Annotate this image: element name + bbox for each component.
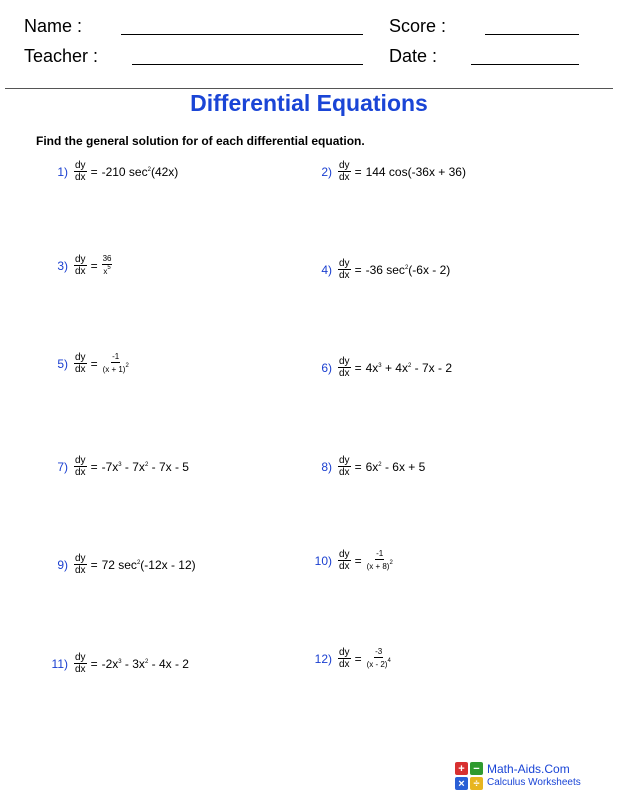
derivative-fraction: $\frac{dy}{dx}$ [75,455,86,478]
problem-number: 8) [321,459,332,474]
equals-sign: = [354,553,362,568]
expression: 144 cos(-36x + 36) [365,164,466,179]
derivative-fraction: $\frac{dy}{dx}$ [75,553,86,576]
expression: $-2x^3 - 3x^2 - 4x - 2$ [101,656,189,671]
problem-number: 12) [314,651,332,666]
problem-11 [36,652,189,675]
derivative-fraction: $\frac{dy}{dx}$ [339,356,350,379]
problem-number: 3) [57,258,68,273]
date-label: Date : [389,46,438,66]
problem-number: 1) [57,164,68,179]
equals-sign: = [354,459,362,474]
name-line [121,34,363,35]
expression-fraction: $\frac{-1}{(x + 8)^2}$ [366,548,393,571]
problem-10 [300,549,394,572]
header-divider [5,88,613,89]
expression-fraction: $\frac{-3}{(x - 2)^4}$ [366,646,391,669]
expression-fraction: $\frac{36}{x^5}$ [102,253,112,276]
problem-3 [36,254,112,277]
problem-number: 2) [321,164,332,179]
teacher-label: Teacher : [24,46,99,66]
derivative-fraction: $\frac{dy}{dx}$ [339,160,350,183]
math-aids-logo [455,762,581,790]
expression: $-7x^3 - 7x^2 - 7x - 5$ [101,459,189,474]
expression: -36 $\sec^2(-6x - 2)$ [365,262,451,277]
equals-sign: = [90,557,98,572]
expression: $6x^2 - 6x + 5$ [365,459,426,474]
expression-fraction: $\frac{-1}{(x + 1)^2}$ [102,351,129,374]
derivative-fraction: $\frac{dy}{dx}$ [75,652,86,675]
derivative-fraction: $\frac{dy}{dx}$ [339,258,350,281]
problem-9 [36,553,196,576]
page-title: Differential Equations [190,90,428,116]
derivative-fraction: $\frac{dy}{dx}$ [75,352,86,375]
equals-sign: = [354,262,362,277]
divide-icon: ÷ [470,777,483,790]
plus-icon: + [455,762,468,775]
equals-sign: = [90,258,98,273]
problem-12 [300,647,392,670]
derivative-fraction: $\frac{dy}{dx}$ [339,549,350,572]
date-line [471,64,579,65]
problem-5 [36,352,130,375]
equals-sign: = [90,656,98,671]
instructions: Find the general solution for of each differential equation. [36,134,365,148]
expression: $4x^3 + 4x^2 - 7x - 2$ [365,360,452,375]
problem-2 [300,160,466,183]
problem-6 [300,356,452,379]
derivative-fraction: $\frac{dy}{dx}$ [75,160,86,183]
times-icon: × [455,777,468,790]
problem-number: 4) [321,262,332,277]
problem-number: 7) [57,459,68,474]
equals-sign: = [354,360,362,375]
equals-sign: = [90,459,98,474]
problem-number: 10) [314,553,332,568]
logo-subtitle: Calculus Worksheets [487,777,581,789]
score-label: Score : [389,16,447,36]
problem-8 [300,455,425,478]
derivative-fraction: $\frac{dy}{dx}$ [339,647,350,670]
expression: -210 $\sec^2(42x)$ [101,164,179,179]
teacher-line [132,64,363,65]
equals-sign: = [90,164,98,179]
problem-4 [300,258,450,281]
score-line [485,34,579,35]
problem-number: 5) [57,356,68,371]
derivative-fraction: $\frac{dy}{dx}$ [75,254,86,277]
equals-sign: = [354,164,362,179]
problem-1 [36,160,178,183]
math-symbols-icon [455,762,483,790]
logo-site-name: Math-Aids.Com [487,762,570,777]
minus-icon: − [470,762,483,775]
derivative-fraction: $\frac{dy}{dx}$ [339,455,350,478]
problem-number: 11) [51,656,68,671]
equals-sign: = [354,651,362,666]
name-label: Name : [24,16,83,36]
expression: 72 $\sec^2(-12x - 12)$ [101,557,196,572]
problem-number: 9) [57,557,68,572]
problem-number: 6) [321,360,332,375]
problem-7 [36,455,189,478]
equals-sign: = [90,356,98,371]
